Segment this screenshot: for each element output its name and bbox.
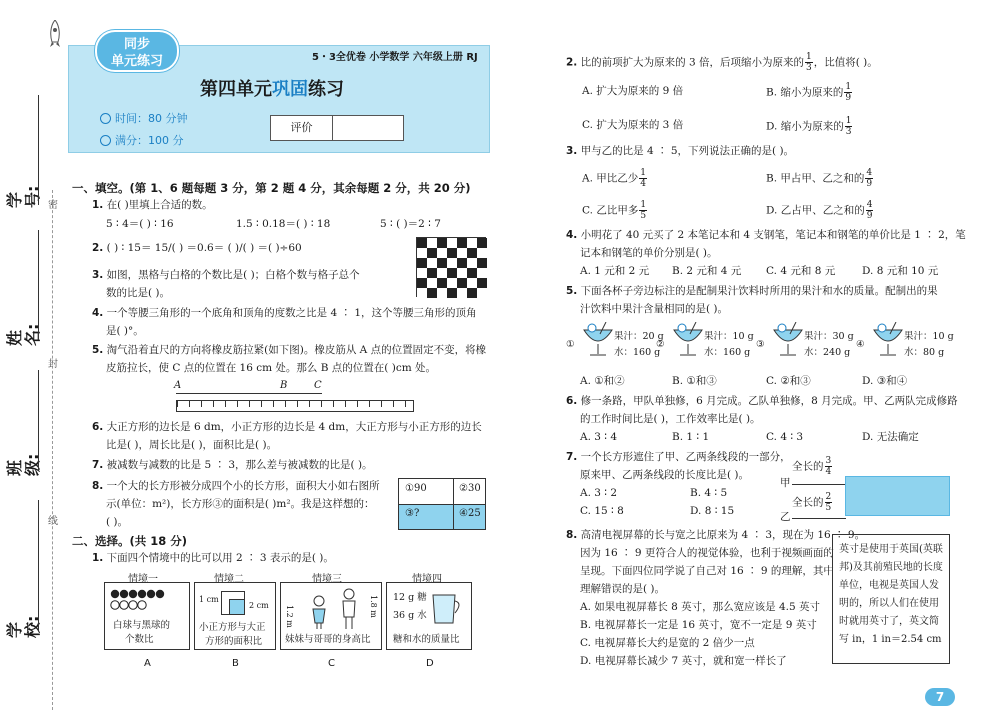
juice-4-water: 水：80 g	[904, 347, 945, 358]
scenario-1-caption-b: 个数比	[125, 634, 154, 645]
rocket-icon	[48, 20, 62, 52]
checkerboard-figure	[416, 237, 486, 297]
scenario-2-large-side: 2 cm	[249, 601, 269, 610]
area-cell-2: ②30	[459, 483, 481, 494]
point-a-label: A	[174, 380, 182, 391]
check-icon	[100, 135, 111, 146]
juice-cup-4-icon	[872, 322, 904, 358]
juice-1-number: ①	[566, 339, 575, 350]
full-score: 满分：100 分	[100, 132, 184, 148]
r-q3-option-d[interactable]: D. 乙占甲、乙之和的 $\frac{4}{9}$	[766, 200, 873, 221]
r-question-2: 2. 比的前项扩大为原来的 3 倍，后项缩小为原来的 $\frac{1}{3}$ ，比值将( )。	[566, 52, 878, 73]
question-1c: 5 ∶ ( )＝2 ∶ 7	[380, 218, 441, 230]
segment-jia-fraction-label: 全长的 $\frac{3}{4}$	[792, 456, 832, 477]
question-6a: 6. 大正方形的边长是 6 dm，小正方形的边长是 4 dm，大正方形与小正方形的边长	[92, 421, 482, 433]
scenario-3-caption: 妹妹与哥哥的身高比	[285, 634, 371, 645]
juice-2-water: 水：160 g	[704, 347, 751, 358]
r-q7-option-c[interactable]: C. 15 ∶ 8	[580, 505, 624, 517]
ruler-figure	[176, 400, 414, 412]
r-q2-option-a[interactable]: A. 扩大为原来的 9 倍	[582, 85, 684, 97]
r-q2-option-d[interactable]: D. 缩小为原来的 $\frac{1}{3}$	[766, 116, 852, 137]
question-8b: 示(单位：m²)，长方形③的面积是( )m²。我是这样想的：	[106, 498, 375, 510]
unit-badge: 同步 单元练习	[95, 30, 179, 72]
scenario-2-box	[194, 582, 276, 650]
r-q5-option-c[interactable]: C. ②和③	[766, 375, 811, 387]
choice-question-1: 1. 下面四个情境中的比可以用 2 ∶ 3 表示的是( )。	[92, 552, 334, 564]
class-label: 班级:	[5, 453, 42, 476]
scenario-1-title: 情境一	[128, 574, 158, 585]
siblings-illustration	[305, 587, 365, 631]
r-q3-option-c[interactable]: C. 乙比甲多 $\frac{1}{5}$	[582, 200, 647, 221]
juice-1-water: 水：160 g	[614, 347, 661, 358]
area-cell-4: ④25	[459, 508, 481, 519]
scenario-3-sister-height: 1.2 m	[285, 605, 294, 628]
section-fill-blank: 一、填空。(第 1、6 题每题 3 分，第 2 题 4 分，其余每题 2 分，共 20 分)	[72, 181, 471, 195]
cup-illustration	[431, 591, 465, 625]
scenario-2-caption-b: 方形的面积比	[205, 636, 263, 647]
scenario-1-box	[104, 582, 190, 650]
page-title: 第四单元巩固练习	[200, 79, 344, 100]
r-q4-option-a[interactable]: A. 1 元和 2 元	[580, 265, 650, 277]
evaluation-box[interactable]	[270, 115, 404, 141]
question-5b: 皮筋拉长，使 C 点的位置在 16 cm 处。那么 B 点的位置在( )cm 处。	[106, 362, 437, 374]
juice-cup-3-icon	[772, 322, 804, 358]
area-cell-1: ①90	[405, 483, 427, 494]
scenario-2-caption-a: 小正方形与大正	[199, 622, 266, 633]
r-q2-option-c[interactable]: C. 扩大为原来的 3 倍	[582, 119, 684, 131]
question-1a: 5 ∶ 4＝( ) ∶ 16	[106, 218, 174, 230]
r-q8-option-d[interactable]: D. 电视屏幕长减少 7 英寸，就和宽一样长了	[580, 655, 787, 667]
r-q6-option-b[interactable]: B. 1 ∶ 1	[672, 431, 710, 443]
r-q6-option-c[interactable]: C. 4 ∶ 3	[766, 431, 804, 443]
question-7: 7. 被减数与减数的比是 5 ∶ 3，那么差与被减数的比是( )。	[92, 459, 373, 471]
r-question-4b: 记本和钢笔的单价分别是( )。	[580, 247, 718, 259]
student-no-field[interactable]	[38, 95, 39, 205]
juice-3-number: ③	[756, 339, 765, 350]
question-3a: 3. 如图，黑格与白格的个数比是( )；白格个数与格子总个	[92, 269, 360, 281]
scenario-4-caption: 糖和水的质量比	[393, 634, 460, 645]
r-question-5a: 5. 下面各杯子旁边标注的是配制果汁饮料时所用的果汁和水的质量。配制出的果	[566, 285, 938, 297]
r-q7-option-d[interactable]: D. 8 ∶ 15	[690, 505, 735, 517]
r-question-8d: 理解错误的是( )。	[580, 583, 666, 595]
r-q2-option-b[interactable]: B. 缩小为原来的 $\frac{1}{9}$	[766, 82, 852, 103]
area-cell-3: ③?	[405, 508, 420, 519]
question-4b: 是( )°。	[106, 325, 144, 337]
juice-4-juice: 果汁：10 g	[904, 331, 954, 342]
question-2: 2. ( ) ∶ 15＝ 15/( ) ＝0.6＝ ( )/( ) ＝( )÷60	[92, 242, 302, 254]
r-question-6a: 6. 修一条路，甲队单独修，6 月完成。乙队单独修，8 月完成。甲、乙两队完成修路	[566, 395, 958, 407]
r-q5-option-b[interactable]: B. ①和③	[672, 375, 717, 387]
scenario-1-caption-a: 白球与黑球的	[113, 620, 171, 631]
scenario-4-title: 情境四	[412, 574, 442, 585]
clock-icon	[100, 113, 111, 124]
juice-cup-2-icon	[672, 322, 704, 358]
r-question-8b: 因为 16 ∶ 9 更符合人的视觉体验，也利于视频画面的	[580, 547, 834, 559]
r-question-7b: 原来甲、乙两条线段的长度比是( )。	[580, 469, 750, 481]
r-q5-option-a[interactable]: A. ①和②	[580, 375, 625, 387]
area-rectangle-figure	[398, 478, 486, 530]
evaluation-label: 评价	[271, 116, 333, 140]
segment-yi-line	[792, 518, 846, 519]
r-q8-option-b[interactable]: B. 电视屏幕长一定是 16 英寸，宽不一定是 9 英寸	[580, 619, 817, 631]
juice-3-water: 水：240 g	[804, 347, 851, 358]
r-question-4a: 4. 小明花了 40 元买了 2 本笔记本和 4 支钢笔，笔记本和钢笔的单价比是 1 ∶ 2，笔	[566, 229, 966, 241]
r-q4-option-c[interactable]: C. 4 元和 8 元	[766, 265, 836, 277]
seal-mark-xian: 线	[48, 516, 58, 527]
option-b-letter[interactable]: B	[232, 658, 239, 669]
question-1: 1. 在( )里填上合适的数。	[92, 199, 213, 211]
question-5a: 5. 淘气沿着直尺的方向将橡皮筋拉紧(如下图)。橡皮筋从 A 点的位置固定不变，将橡	[92, 344, 487, 356]
segment-jia-label: 甲	[780, 477, 791, 489]
juice-2-juice: 果汁：10 g	[704, 331, 754, 342]
scenario-4-sugar: 12 g 糖	[393, 592, 427, 603]
juice-4-number: ④	[856, 339, 865, 350]
option-c-letter[interactable]: C	[328, 658, 335, 669]
r-question-6b: 的工作时间比是( )，工作效率比是( )。	[580, 413, 761, 425]
class-field[interactable]	[38, 370, 39, 470]
scenario-2-title: 情境二	[214, 574, 244, 585]
scenario-4-water: 36 g 水	[393, 610, 427, 621]
point-b-label: B	[280, 380, 288, 391]
juice-1-juice: 果汁：20 g	[614, 331, 664, 342]
option-d-letter[interactable]: D	[426, 658, 434, 669]
section-choice: 二、选择。(共 18 分)	[72, 534, 188, 548]
question-8c: ( )。	[106, 516, 129, 528]
r-question-8c: 呈现。下面四位同学说了自己对 16 ∶ 9 的理解，其中	[580, 565, 834, 577]
seal-mark-feng: 封	[48, 359, 58, 370]
question-8a: 8. 一个大的长方形被分成四个小的长方形，面积大小如右图所	[92, 480, 380, 492]
r-q3-option-b[interactable]: B. 甲占甲、乙之和的 $\frac{4}{9}$	[766, 168, 873, 189]
binding-dashed-line	[52, 190, 53, 710]
covering-rectangle	[845, 476, 950, 516]
segment-jia-line	[792, 484, 846, 485]
r-q8-option-c[interactable]: C. 电视屏幕长大约是宽的 2 倍少一点	[580, 637, 755, 649]
name-field[interactable]	[38, 230, 39, 340]
r-q6-option-d[interactable]: D. 无法确定	[862, 431, 919, 443]
point-c-label: C	[314, 380, 322, 391]
scenario-3-box	[280, 582, 382, 650]
scenario-4-box	[386, 582, 472, 650]
juice-cup-1-icon	[582, 322, 614, 358]
time-limit: 时间：80 分钟	[100, 110, 188, 126]
r-q5-option-d[interactable]: D. ③和④	[862, 375, 908, 387]
juice-2-number: ②	[656, 339, 665, 350]
scenario-2-small-side: 1 cm	[199, 595, 219, 604]
juice-3-juice: 果汁：30 g	[804, 331, 854, 342]
student-no-label: 学号:	[5, 185, 42, 208]
school-label: 学校:	[5, 615, 42, 638]
book-info: 5・3全优卷 小学数学 六年级上册 RJ	[312, 52, 478, 63]
r-question-8a: 8. 高清电视屏幕的长与宽之比原来为 4 ∶ 3，现在为 16 ∶ 9。	[566, 529, 866, 541]
r-q3-option-a[interactable]: A. 甲比乙少 $\frac{1}{4}$	[582, 168, 646, 189]
segment-yi-label: 乙	[780, 511, 791, 523]
option-a-letter[interactable]: A	[144, 658, 151, 669]
r-q4-option-b[interactable]: B. 2 元和 4 元	[672, 265, 742, 277]
seal-mark-mi: 密	[48, 200, 58, 211]
r-question-5b: 汁饮料中果汁含量相同的是( )。	[580, 303, 729, 315]
inch-note-box: 英寸是使用于英国(英联邦)及其前殖民地的长度单位，电视是英国人发明的，所以人们在使用时就用英寸了，英文简写 in，1 in＝2.54 cm	[832, 534, 950, 664]
page-number: 7	[925, 688, 955, 706]
r-question-3: 3. 甲与乙的比是 4 ∶ 5，下列说法正确的是( )。	[566, 145, 795, 157]
r-q8-option-a[interactable]: A. 如果电视屏幕长 8 英寸，那么宽应该是 4.5 英寸	[580, 601, 820, 613]
school-field[interactable]	[38, 500, 39, 630]
r-q7-option-b[interactable]: B. 4 ∶ 5	[690, 487, 728, 499]
scenario-3-title: 情境三	[312, 574, 342, 585]
rubber-band-line	[176, 393, 322, 394]
r-q4-option-d[interactable]: D. 8 元和 10 元	[862, 265, 939, 277]
r-question-7a: 7. 一个长方形遮住了甲、乙两条线段的一部分，	[566, 451, 791, 463]
question-4a: 4. 一个等腰三角形的一个底角和顶角的度数之比是 4 ∶ 1，这个等腰三角形的顶角	[92, 307, 477, 319]
question-3b: 数的比是( )。	[106, 287, 171, 299]
r-q6-option-a[interactable]: A. 3 ∶ 4	[580, 431, 618, 443]
segment-yi-fraction-label: 全长的 $\frac{2}{5}$	[792, 492, 832, 513]
scenario-3-brother-height: 1.8 m	[369, 595, 378, 618]
name-label: 姓名:	[5, 323, 42, 346]
question-6b: 比是( )，周长比是( )，面积比是( )。	[106, 439, 278, 451]
question-1b: 1.5 ∶ 0.18＝( ) ∶ 18	[236, 218, 331, 230]
r-q7-option-a[interactable]: A. 3 ∶ 2	[580, 487, 618, 499]
